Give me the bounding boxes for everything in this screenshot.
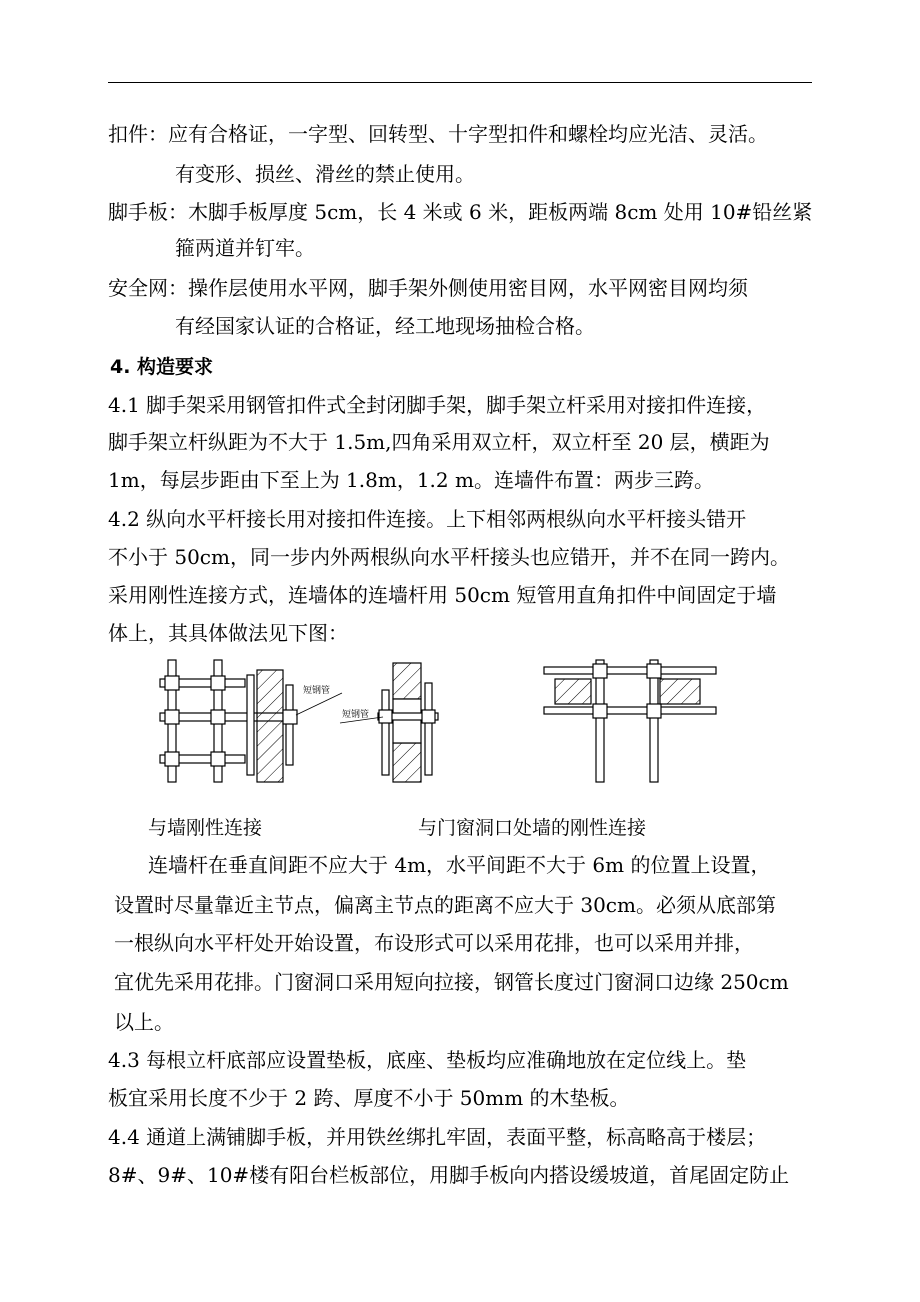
section-heading: 4. 构造要求: [110, 356, 214, 378]
fastener-line-1: 扣件：应有合格证，一字型、回转型、十字型扣件和螺栓均应光洁、灵活。: [108, 122, 768, 146]
p41-line-1: 4.1 脚手架采用钢管扣件式全封闭脚手架，脚手架立杆采用对接扣件连接，: [108, 393, 767, 417]
p44-line-1: 4.4 通道上满铺脚手板，并用铁丝绑扎牢固，表面平整，标高略高于楼层；: [108, 1125, 767, 1149]
board-line-2: 箍两道并钉牢。: [175, 236, 315, 260]
fastener-line-2: 有变形、损丝、滑丝的禁止使用。: [175, 162, 475, 186]
left-short-pipe-vert: [247, 675, 254, 775]
p43-line-2: 板宜采用长度不少于 2 跨、厚度不小于 50mm 的木垫板。: [108, 1086, 630, 1110]
caption-left: 与墙刚性连接: [148, 817, 263, 839]
net-line-2: 有经国家认证的合格证，经工地现场抽检合格。: [175, 314, 595, 338]
right-plan-figure: [544, 660, 716, 782]
p42-line-1: 4.2 纵向水平杆接长用对接扣件连接。上下相邻两根纵向水平杆接头错开: [108, 507, 747, 531]
header-rule: [108, 82, 812, 83]
board-line-1: 脚手板：木脚手板厚度 5cm，长 4 米或 6 米，距板两端 8cm 处用 10#铅丝紧: [108, 200, 813, 224]
left-wall: [257, 670, 283, 782]
p42b-line-3: 一根纵向水平杆处开始设置，布设形式可以采用花排，也可以采用并排，: [114, 931, 754, 955]
p42-line-2: 不小于 50cm，同一步内外两根纵向水平杆接头也应错开，并不在同一跨内。: [108, 545, 790, 569]
p42b-line-4: 宜优先采用花排。门窗洞口采用短向拉接，钢管长度过门窗洞口边缘 250cm: [114, 970, 789, 994]
caption-right: 与门窗洞口处墙的刚性连接: [418, 817, 647, 839]
short-pipe-label-1: 短钢管: [303, 686, 331, 696]
p41-line-2: 脚手架立杆纵距为不大于 1.5m,四角采用双立杆，双立杆至 20 层，横距为: [108, 430, 770, 454]
p43-line-1: 4.3 每根立杆底部应设置垫板，底座、垫板均应准确地放在定位线上。垫: [108, 1048, 747, 1072]
p41-line-3: 1m，每层步距由下至上为 1.8m，1.2 m。连墙件布置：两步三跨。: [108, 468, 714, 492]
middle-opening-figure: [340, 663, 438, 782]
net-line-1: 安全网：操作层使用水平网，脚手架外侧使用密目网，水平网密目网均须: [108, 276, 748, 300]
p42b-line-1: 连墙杆在垂直间距不应大于 4m，水平间距不大于 6m 的位置上设置，: [148, 853, 771, 877]
p42b-line-5: 以上。: [114, 1010, 174, 1034]
short-pipe-label-2: 短钢管: [342, 710, 370, 720]
p42b-line-2: 设置时尽量靠近主节点，偏离主节点的距离不应大于 30cm。必须从底部第: [114, 893, 776, 917]
p42-line-3: 采用刚性连接方式，连墙体的连墙杆用 50cm 短管用直角扣件中间固定于墙: [108, 583, 777, 607]
p42-line-4: 体上，其具体做法见下图：: [108, 621, 348, 645]
p44-line-2: 8#、9#、10#楼有阳台栏板部位，用脚手板向内搭设缓坡道，首尾固定防止: [108, 1163, 790, 1187]
wall-connection-diagram: [150, 655, 730, 790]
